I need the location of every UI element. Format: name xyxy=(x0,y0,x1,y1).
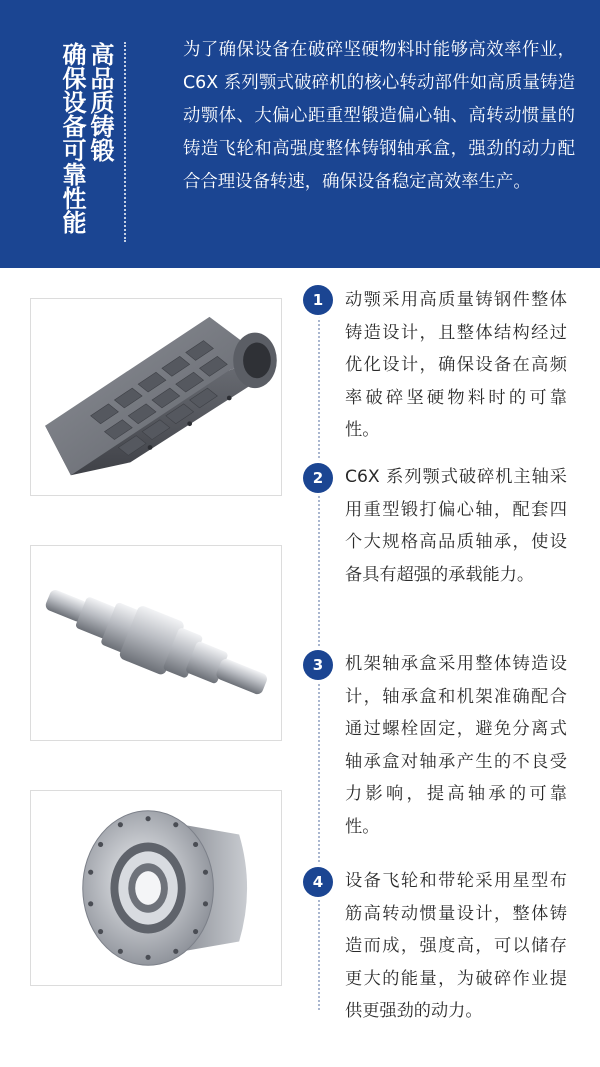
swing-jaw-illustration xyxy=(31,299,281,495)
title-column-1: 高品质铸锻 xyxy=(86,42,114,162)
feature-text-3: 机架轴承盒采用整体铸造设计，轴承盒和机架准确配合通过螺栓固定，避免分离式轴承盒对轴承产生的不良受力影响，提高轴承的可靠性。 xyxy=(345,654,567,837)
feature-text-2: C6X 系列颚式破碎机主轴采用重型锻打偏心轴，配套四个大规格高品质轴承，使设备具有超强的承载能力。 xyxy=(345,467,567,585)
section-title xyxy=(58,42,112,242)
step-badge-4: 4 xyxy=(303,867,333,897)
eccentric-shaft-illustration xyxy=(31,546,281,740)
title-divider xyxy=(124,42,126,242)
header-banner xyxy=(0,0,600,268)
title-column-2: 确保设备可靠性能 xyxy=(58,42,86,234)
bearing-housing-illustration xyxy=(31,791,281,985)
feature-text-1: 动颚采用高质量铸钢件整体铸造设计，且整体结构经过优化设计，确保设备在高频率破碎坚硬物料时的可靠性。 xyxy=(345,290,567,440)
swing-jaw-image xyxy=(30,298,282,496)
step-badge-3: 3 xyxy=(303,650,333,680)
step-badge-1: 1 xyxy=(303,285,333,315)
intro-paragraph: 为了确保设备在破碎坚硬物料时能够高效率作业，C6X 系列颚式破碎机的核心转动部件如高质量铸造动颚体、大偏心距重型锻造偏心轴、高转动惯量的铸造飞轮和高强度整体铸钢轴承盒，强劲的动力配合合理设备转速，确保设备稳定高效率生产。 xyxy=(183,40,575,192)
step-badge-2: 2 xyxy=(303,463,333,493)
eccentric-shaft-image xyxy=(30,545,282,741)
feature-text-4: 设备飞轮和带轮采用星型布筋高转动惯量设计，整体铸造而成，强度高，可以储存更大的能量，为破碎作业提供更强劲的动力。 xyxy=(345,871,567,1021)
flywheel-bearing-image xyxy=(30,790,282,986)
